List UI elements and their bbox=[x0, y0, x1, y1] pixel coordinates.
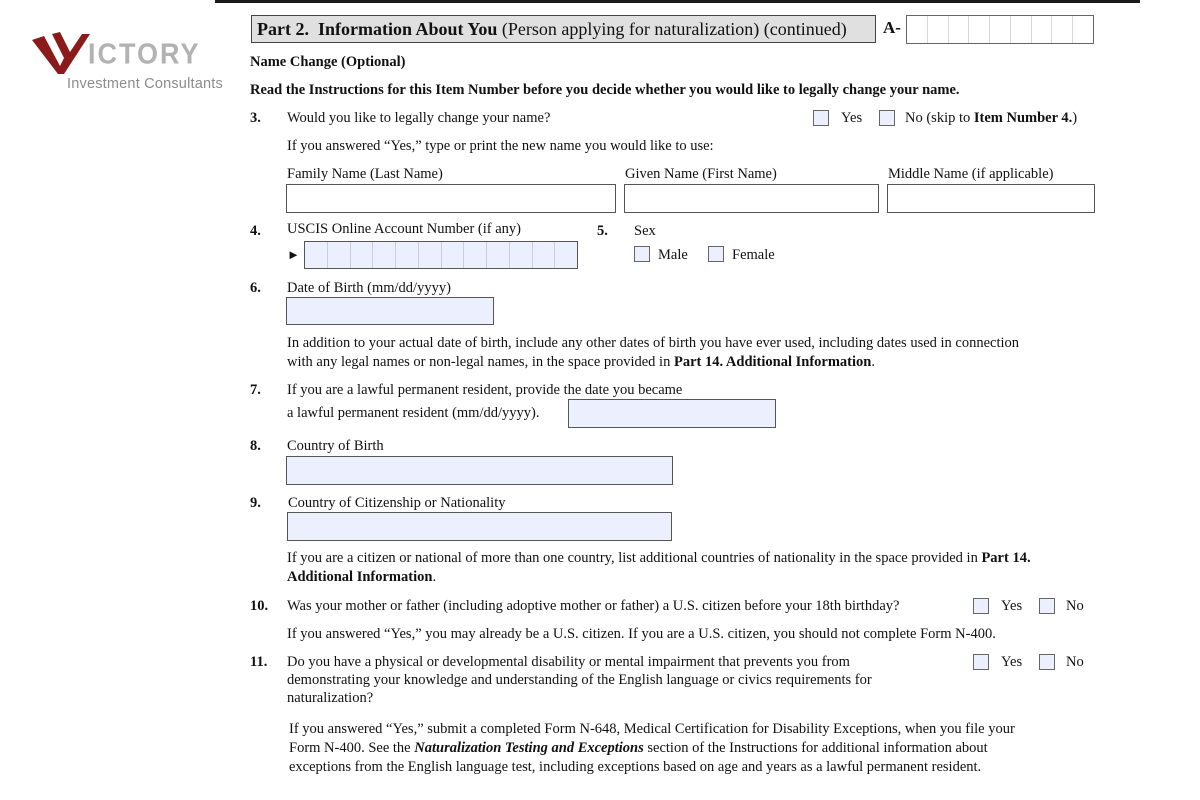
item-9-note-line-1: If you are a citizen or national of more than one country, list additional countries of nationality in the space provided in Part 14. bbox=[287, 550, 1031, 566]
item-11-note-line-1: If you answered “Yes,” submit a completed Form N-648, Medical Certification for Disability Exceptions, when you file your bbox=[289, 721, 1015, 737]
item-10-note: If you answered “Yes,” you may already be a U.S. citizen. If you are a U.S. citizen, you should not complete Form N-400. bbox=[287, 626, 996, 642]
item-11-question-line-3: naturalization? bbox=[287, 690, 374, 706]
item-7-label-line-1: If you are a lawful permanent resident, provide the date you became bbox=[287, 382, 683, 398]
a-number-label: A- bbox=[883, 18, 901, 37]
item-8-number: 8. bbox=[250, 438, 261, 454]
item-11-question-line-1: Do you have a physical or developmental disability or mental impairment that prevents you from bbox=[287, 654, 850, 670]
item-11-yes-label: Yes bbox=[1001, 654, 1023, 670]
item-11-no-checkbox[interactable] bbox=[1039, 654, 1055, 670]
middle-name-label: Middle Name (if applicable) bbox=[888, 166, 1054, 182]
top-rule bbox=[215, 0, 1140, 3]
item-4-number: 4. bbox=[250, 223, 261, 239]
item-9-note-line-2: Additional Information. bbox=[287, 569, 437, 585]
country-of-birth-label: Country of Birth bbox=[287, 438, 384, 454]
victory-logo-mark-icon bbox=[30, 30, 90, 76]
item-3-no-checkbox[interactable] bbox=[879, 110, 895, 126]
logo-wordmark: ICTORY bbox=[88, 38, 201, 70]
item-5-number: 5. bbox=[597, 223, 608, 239]
item-11-number: 11. bbox=[250, 654, 268, 670]
item-6-note-line-2: with any legal names or non-legal names, in the space provided in Part 14. Additional Information. bbox=[287, 354, 875, 370]
a-number-input[interactable] bbox=[906, 15, 1094, 44]
middle-name-input[interactable] bbox=[887, 184, 1095, 213]
item-10-question: Was your mother or father (including adoptive mother or father) a U.S. citizen before your 18th birthday? bbox=[287, 598, 900, 614]
citizenship-label: Country of Citizenship or Nationality bbox=[288, 495, 506, 511]
sex-label: Sex bbox=[634, 223, 656, 239]
item-10-no-label: No bbox=[1066, 598, 1084, 614]
logo-tagline: Investment Consultants bbox=[67, 76, 223, 92]
part-number: Part 2. bbox=[257, 19, 309, 39]
country-of-birth-input[interactable] bbox=[286, 456, 673, 485]
lpr-date-input[interactable] bbox=[568, 399, 776, 428]
item-3-yes-checkbox[interactable] bbox=[813, 110, 829, 126]
name-change-heading: Name Change (Optional) bbox=[250, 54, 406, 70]
item-11-yes-checkbox[interactable] bbox=[973, 654, 989, 670]
part-title: Information About You bbox=[317, 19, 498, 39]
family-name-input[interactable] bbox=[286, 184, 616, 213]
item-10-number: 10. bbox=[250, 598, 269, 614]
item-11-no-label: No bbox=[1066, 654, 1084, 670]
item-10-yes-label: Yes bbox=[1001, 598, 1023, 614]
date-of-birth-label: Date of Birth (mm/dd/yyyy) bbox=[287, 280, 451, 296]
female-label: Female bbox=[732, 247, 775, 263]
item-6-number: 6. bbox=[250, 280, 261, 296]
given-name-label: Given Name (First Name) bbox=[625, 166, 777, 182]
part-heading bbox=[251, 15, 876, 43]
arrow-right-icon: ► bbox=[287, 247, 300, 262]
uscis-account-input[interactable] bbox=[304, 241, 578, 269]
name-change-instruction: Read the Instructions for this Item Number before you decide whether you would like to legally change your name. bbox=[250, 82, 960, 98]
male-label: Male bbox=[658, 247, 688, 263]
item-3-question: Would you like to legally change your name? bbox=[287, 110, 551, 126]
citizenship-input[interactable] bbox=[287, 512, 672, 541]
date-of-birth-input[interactable] bbox=[286, 297, 494, 325]
item-3-no-label: No (skip to Item Number 4.) bbox=[905, 110, 1078, 126]
item-10-no-checkbox[interactable] bbox=[1039, 598, 1055, 614]
item-11-note-line-2: Form N-400. See the Naturalization Testing and Exceptions section of the Instructions for additional information about bbox=[289, 740, 988, 756]
item-3-yes-label: Yes bbox=[841, 110, 863, 126]
uscis-account-label: USCIS Online Account Number (if any) bbox=[287, 221, 521, 237]
female-checkbox[interactable] bbox=[708, 246, 724, 262]
item-9-number: 9. bbox=[250, 495, 261, 511]
family-name-label: Family Name (Last Name) bbox=[287, 166, 443, 182]
item-7-number: 7. bbox=[250, 382, 261, 398]
item-11-note-line-3: exceptions from the English language test, including exceptions based on age and years as a lawful permanent resident. bbox=[289, 759, 982, 775]
part-subtitle: (Person applying for naturalization) (continued) bbox=[501, 19, 847, 39]
item-11-question-line-2: demonstrating your knowledge and understanding of the English language or civics requirements for bbox=[287, 672, 872, 688]
male-checkbox[interactable] bbox=[634, 246, 650, 262]
item-10-yes-checkbox[interactable] bbox=[973, 598, 989, 614]
item-3-number: 3. bbox=[250, 110, 261, 126]
given-name-input[interactable] bbox=[624, 184, 879, 213]
item-7-label-line-2: a lawful permanent resident (mm/dd/yyyy). bbox=[287, 405, 540, 421]
item-6-note-line-1: In addition to your actual date of birth, include any other dates of birth you have ever used, including dates used in connection bbox=[287, 335, 1020, 351]
item-3-if-yes-text: If you answered “Yes,” type or print the new name you would like to use: bbox=[287, 138, 714, 154]
